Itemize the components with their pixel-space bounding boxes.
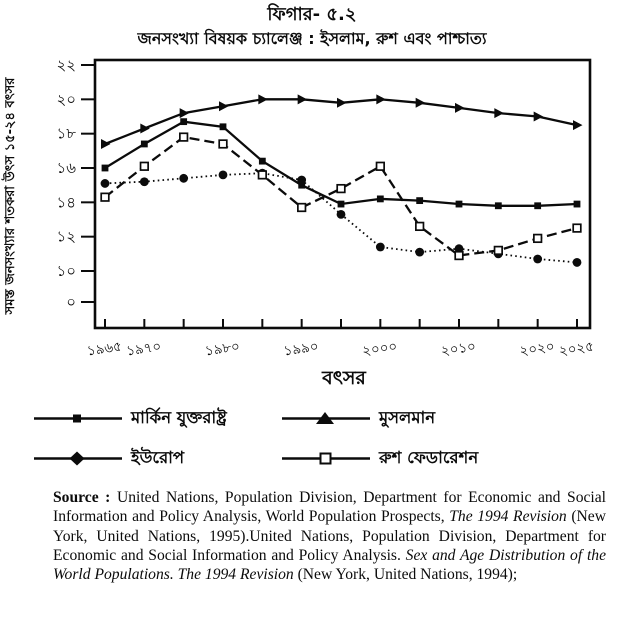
y-tick-label: ১৪ — [56, 193, 76, 212]
legend-item-russia — [282, 445, 504, 472]
legend-label-us: মার্কিন যুক্তরাষ্ট্র — [131, 407, 227, 427]
marker-us — [259, 158, 266, 165]
x-axis-label: বৎসর — [322, 366, 366, 389]
marker-us — [338, 201, 345, 208]
chart-legend — [34, 405, 504, 472]
marker-russia — [259, 171, 267, 179]
marker-us — [377, 195, 384, 202]
marker-europe — [101, 179, 110, 188]
marker-us — [456, 201, 463, 208]
marker-russia — [573, 224, 581, 232]
line-chart — [0, 50, 624, 395]
marker-europe — [415, 248, 424, 257]
legend-label-muslims: মুসলমান — [379, 407, 436, 427]
marker-russia — [180, 133, 188, 141]
series-line-muslims — [105, 99, 577, 144]
marker-us — [416, 197, 423, 204]
marker-europe — [337, 210, 346, 219]
marker-russia — [495, 247, 503, 255]
marker-europe — [573, 258, 582, 267]
marker-muslims — [494, 108, 504, 118]
marker-europe — [179, 174, 188, 183]
source-text: (New York, United Nations, 1994); — [293, 566, 518, 584]
y-tick-label: ১০ — [56, 261, 76, 280]
marker-russia — [141, 162, 149, 170]
europe-line-diamond-icon — [34, 451, 122, 466]
marker-us — [141, 141, 148, 148]
marker-us — [180, 118, 187, 125]
x-tick-label: ১৯৭০ — [125, 338, 163, 360]
figure-header — [0, 0, 624, 50]
source-title-italic: Sex and Age Distribution of the World Populations. The 1994 Revision — [53, 546, 606, 584]
marker-russia — [337, 185, 345, 193]
legend-label-europe: ইউরোপ — [131, 447, 185, 467]
marker-muslims — [140, 124, 150, 134]
marker-muslims — [258, 94, 268, 104]
y-tick-label: ১৬ — [56, 158, 76, 177]
marker-russia — [298, 204, 306, 212]
marker-us — [102, 165, 109, 172]
marker-russia — [377, 162, 385, 170]
marker-russia — [101, 193, 109, 201]
y-axis-label: সমস্ত জনসংখ্যার শতকরা উৎস ১৫-২৪ বৎসর — [3, 77, 18, 315]
us-line-square-icon — [34, 411, 122, 426]
y-tick-label: ২০ — [56, 90, 76, 109]
marker-muslims — [376, 94, 386, 104]
figure-subtitle: জনসংখ্যা বিষয়ক চ্যালেঞ্জ : ইসলাম, রুশ এবং পাশ্চাত্য — [137, 28, 487, 48]
marker-us — [495, 202, 502, 209]
source-citation — [53, 488, 606, 585]
marker-russia — [219, 140, 227, 148]
marker-russia — [416, 223, 424, 231]
marker-europe — [140, 177, 149, 186]
marker-muslims — [416, 98, 426, 108]
plot-border — [95, 60, 590, 328]
legend-label-russia: রুশ ফেডারেশন — [379, 447, 479, 467]
legend-item-europe — [34, 445, 282, 472]
x-tick-label: ২০২৫ — [557, 338, 595, 360]
y-tick-label: ১২ — [56, 227, 76, 246]
russia-line-open-square-icon — [282, 451, 370, 466]
series-line-russia — [105, 137, 577, 255]
x-tick-label: ১৯৯০ — [282, 338, 320, 360]
marker-muslims — [573, 120, 583, 130]
y-tick-label: ১৮ — [56, 124, 76, 143]
x-tick-label: ১৯৮০ — [203, 338, 241, 360]
source-text: United Nations, Population Division, Department for Economic and Social Information and Policy Analysis, World Population Prospects, — [53, 488, 606, 526]
marker-muslims — [534, 111, 544, 121]
marker-muslims — [101, 139, 111, 149]
source-text: (New York, United Nations, 1995).United Nations, Population Division, Department for Economic and Social Information and Policy Analysis. — [53, 508, 606, 564]
marker-us — [574, 201, 581, 208]
figure-title: ফিগার- ৫.২ — [267, 4, 357, 25]
x-tick-label: ২০১০ — [439, 338, 477, 360]
marker-muslims — [298, 94, 308, 104]
marker-muslims — [219, 101, 229, 111]
marker-us — [534, 202, 541, 209]
marker-europe — [219, 170, 228, 179]
legend-item-muslims — [282, 405, 504, 432]
source-title-italic: The 1994 Revision — [449, 508, 567, 526]
x-tick-label: ২০২০ — [518, 338, 556, 360]
legend-row — [34, 405, 504, 432]
marker-russia — [534, 235, 542, 243]
marker-europe — [297, 176, 306, 185]
marker-muslims — [180, 108, 190, 118]
legend-item-us — [34, 405, 282, 432]
marker-russia — [455, 252, 463, 260]
legend-row — [34, 445, 504, 472]
x-tick-label: ২০০০ — [361, 338, 399, 360]
marker-europe — [376, 243, 385, 252]
y-tick-label: ০ — [66, 292, 76, 311]
x-tick-label: ১৯৬৫ — [85, 338, 123, 360]
y-tick-label: ২২ — [56, 55, 76, 74]
marker-us — [220, 123, 227, 130]
marker-europe — [533, 255, 542, 264]
marker-muslims — [455, 103, 465, 113]
source-prefix: Source : — [53, 488, 111, 506]
marker-muslims — [337, 98, 347, 108]
muslims-line-triangle-icon — [282, 411, 370, 426]
